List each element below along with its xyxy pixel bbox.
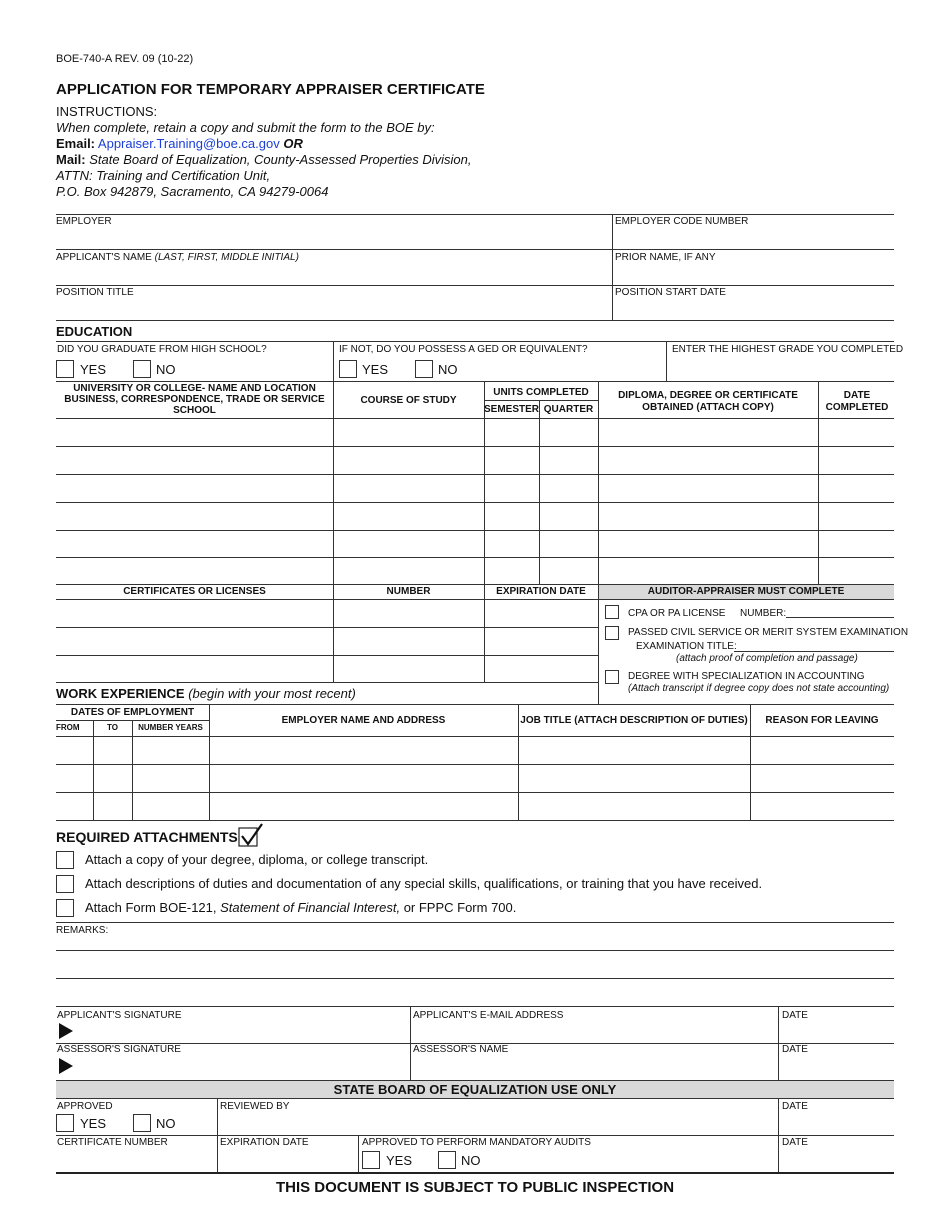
mail-line3: P.O. Box 942879, Sacramento, CA 94279-0064 xyxy=(56,184,329,199)
col-cert: CERTIFICATES OR LICENSES xyxy=(123,586,266,597)
civil-service-checkbox[interactable] xyxy=(605,626,619,640)
mandatory-no-checkbox[interactable] xyxy=(438,1151,456,1169)
col-reason: REASON FOR LEAVING xyxy=(765,715,879,726)
expiration-field[interactable] xyxy=(219,1150,356,1170)
from-label: FROM xyxy=(56,723,80,732)
ged-no-checkbox[interactable] xyxy=(415,360,433,378)
final-date-field[interactable] xyxy=(780,1150,894,1170)
assessor-name-label: ASSESSOR'S NAME xyxy=(413,1044,509,1055)
col-number: NUMBER xyxy=(386,586,431,597)
email-link[interactable]: Appraiser.Training@boe.ca.gov xyxy=(97,136,280,151)
remarks-label: REMARKS: xyxy=(56,925,109,936)
reviewed-by-field[interactable] xyxy=(219,1113,776,1133)
mandatory-yes-label: YES xyxy=(386,1153,413,1168)
attachment-3-checkbox[interactable] xyxy=(56,899,74,917)
sboe-heading: STATE BOARD OF EQUALIZATION USE ONLY xyxy=(333,1082,617,1097)
hs-yes-label: YES xyxy=(80,362,107,377)
auditor-heading: AUDITOR-APPRAISER MUST COMPLETE xyxy=(647,586,845,597)
dates-heading: DATES OF EMPLOYMENT xyxy=(70,707,195,718)
assessor-sig-label: ASSESSOR'S SIGNATURE xyxy=(57,1044,181,1055)
employer-code-label: EMPLOYER CODE NUMBER xyxy=(615,216,749,227)
instructions xyxy=(56,104,472,200)
checkmark-icon xyxy=(238,822,266,848)
applicant-sig-label: APPLICANT'S SIGNATURE xyxy=(57,1010,182,1021)
mail-line1: State Board of Equalization, County-Assessed Properties Division, xyxy=(89,152,472,167)
prior-name-label: PRIOR NAME, IF ANY xyxy=(615,252,716,263)
ged-no-label: NO xyxy=(438,362,458,377)
approved-yes-label: YES xyxy=(80,1116,107,1131)
reviewed-by-label: REVIEWED BY xyxy=(220,1101,290,1112)
hs-no-label: NO xyxy=(156,362,176,377)
attachments-heading: REQUIRED ATTACHMENTS xyxy=(56,829,238,845)
education-heading: EDUCATION xyxy=(56,324,133,339)
assessor-name-field[interactable] xyxy=(412,1057,776,1077)
col-quarter: QUARTER xyxy=(543,404,594,415)
footer-notice: THIS DOCUMENT IS SUBJECT TO PUBLIC INSPECTION xyxy=(275,1179,675,1196)
col-units: UNITS COMPLETED xyxy=(493,387,589,398)
mandatory-audits-label: APPROVED TO PERFORM MANDATORY AUDITS xyxy=(362,1137,591,1148)
hs-question: DID YOU GRADUATE FROM HIGH SCHOOL? xyxy=(57,344,267,355)
ged-yes-checkbox[interactable] xyxy=(339,360,357,378)
employer-code-field[interactable] xyxy=(614,229,894,249)
attachment-1-label: Attach a copy of your degree, diploma, or college transcript. xyxy=(85,852,429,867)
assessor-date-field[interactable] xyxy=(780,1057,894,1077)
ged-question: IF NOT, DO YOU POSSESS A GED OR EQUIVALENT? xyxy=(339,344,588,355)
approved-no-label: NO xyxy=(156,1116,176,1131)
col-course: COURSE OF STUDY xyxy=(360,395,457,406)
highest-grade-field[interactable] xyxy=(668,357,894,379)
attachment-2-checkbox[interactable] xyxy=(56,875,74,893)
applicant-date-label: DATE xyxy=(782,1010,808,1021)
col-expiration: EXPIRATION DATE xyxy=(496,586,586,597)
col-school: UNIVERSITY OR COLLEGE- NAME AND LOCATION BUSINESS, CORRESPONDENCE, TRADE OR SERVICE SCHOOL xyxy=(64,383,325,416)
employer-label: EMPLOYER xyxy=(56,216,112,227)
final-date-label: DATE xyxy=(782,1137,808,1148)
exam-note: (attach proof of completion and passage) xyxy=(676,653,858,664)
email-label: Email: xyxy=(56,136,96,151)
col-employer: EMPLOYER NAME AND ADDRESS xyxy=(281,715,446,726)
degree-checkbox[interactable] xyxy=(605,670,619,684)
cert-number-field[interactable] xyxy=(57,1150,215,1170)
exam-title-label: EXAMINATION TITLE: xyxy=(636,641,737,652)
attachment-3-label: Attach Form BOE-121, Statement of Financial Interest, or FPPC Form 700. xyxy=(85,900,517,915)
approved-label: APPROVED xyxy=(57,1101,113,1112)
cpa-checkbox[interactable] xyxy=(605,605,619,619)
approved-yes-checkbox[interactable] xyxy=(56,1114,74,1132)
assessor-date-label: DATE xyxy=(782,1044,808,1055)
highest-grade-label: ENTER THE HIGHEST GRADE YOU COMPLETED xyxy=(672,344,904,355)
applicant-name-field[interactable] xyxy=(56,265,610,285)
years-label: NUMBER YEARS xyxy=(138,723,203,732)
work-heading: WORK EXPERIENCE (begin with your most recent) xyxy=(56,686,356,701)
reviewed-date-field[interactable] xyxy=(780,1113,894,1133)
approved-no-checkbox[interactable] xyxy=(133,1114,151,1132)
mandatory-no-label: NO xyxy=(461,1153,481,1168)
reviewed-date-label: DATE xyxy=(782,1101,808,1112)
ged-yes-label: YES xyxy=(362,362,389,377)
col-semester: SEMESTER xyxy=(484,404,540,415)
email-line xyxy=(56,136,472,152)
applicant-signature-field[interactable] xyxy=(78,1022,408,1042)
cert-number-label: CERTIFICATE NUMBER xyxy=(57,1137,168,1148)
arrow-right-icon xyxy=(59,1023,73,1039)
arrow-right-icon xyxy=(59,1058,73,1074)
remarks-field[interactable] xyxy=(56,936,894,1006)
page-title: APPLICATION FOR TEMPORARY APPRAISER CERTIFICATE xyxy=(56,81,485,98)
cpa-number-label: NUMBER: xyxy=(740,608,787,619)
position-start-field[interactable] xyxy=(614,300,894,320)
applicant-email-label: APPLICANT'S E-MAIL ADDRESS xyxy=(413,1010,564,1021)
degree-note: (Attach transcript if degree copy does not state accounting) xyxy=(628,683,890,694)
prior-name-field[interactable] xyxy=(614,265,894,285)
or-text: OR xyxy=(283,136,303,151)
civil-service-label: PASSED CIVIL SERVICE OR MERIT SYSTEM EXAMINATION xyxy=(628,627,909,638)
position-start-label: POSITION START DATE xyxy=(615,287,726,298)
mail-line2: ATTN: Training and Certification Unit, xyxy=(56,168,271,183)
col-job-title: JOB TITLE (ATTACH DESCRIPTION OF DUTIES) xyxy=(520,715,748,726)
cpa-label: CPA OR PA LICENSE xyxy=(628,608,726,619)
col-date: DATE COMPLETED xyxy=(825,390,889,413)
applicant-date-field[interactable] xyxy=(780,1022,894,1042)
mail-line xyxy=(56,152,472,168)
expiration-label: EXPIRATION DATE xyxy=(220,1137,309,1148)
hs-no-checkbox[interactable] xyxy=(133,360,151,378)
degree-label: DEGREE WITH SPECIALIZATION IN ACCOUNTING xyxy=(628,671,865,682)
attachment-1-checkbox[interactable] xyxy=(56,851,74,869)
to-label: TO xyxy=(107,723,118,732)
applicant-email-field[interactable] xyxy=(412,1022,776,1042)
applicant-name-label: APPLICANT'S NAME (LAST, FIRST, MIDDLE INITIAL) xyxy=(56,252,299,263)
mandatory-yes-checkbox[interactable] xyxy=(362,1151,380,1169)
instructions-heading: INSTRUCTIONS: xyxy=(56,104,158,119)
mail-label: Mail: xyxy=(56,152,86,167)
assessor-signature-field[interactable] xyxy=(78,1057,408,1077)
hs-yes-checkbox[interactable] xyxy=(56,360,74,378)
instructions-line1: When complete, retain a copy and submit the form to the BOE by: xyxy=(56,120,435,135)
position-title-label: POSITION TITLE xyxy=(56,287,134,298)
employer-field[interactable] xyxy=(56,229,610,249)
position-title-field[interactable] xyxy=(56,300,610,320)
attachment-2-label: Attach descriptions of duties and documentation of any special skills, qualifications, or training that you have received. xyxy=(85,876,763,891)
col-diploma: DIPLOMA, DEGREE OR CERTIFICATE OBTAINED (ATTACH COPY) xyxy=(618,390,798,413)
form-id: BOE-740-A REV. 09 (10-22) xyxy=(56,53,194,65)
